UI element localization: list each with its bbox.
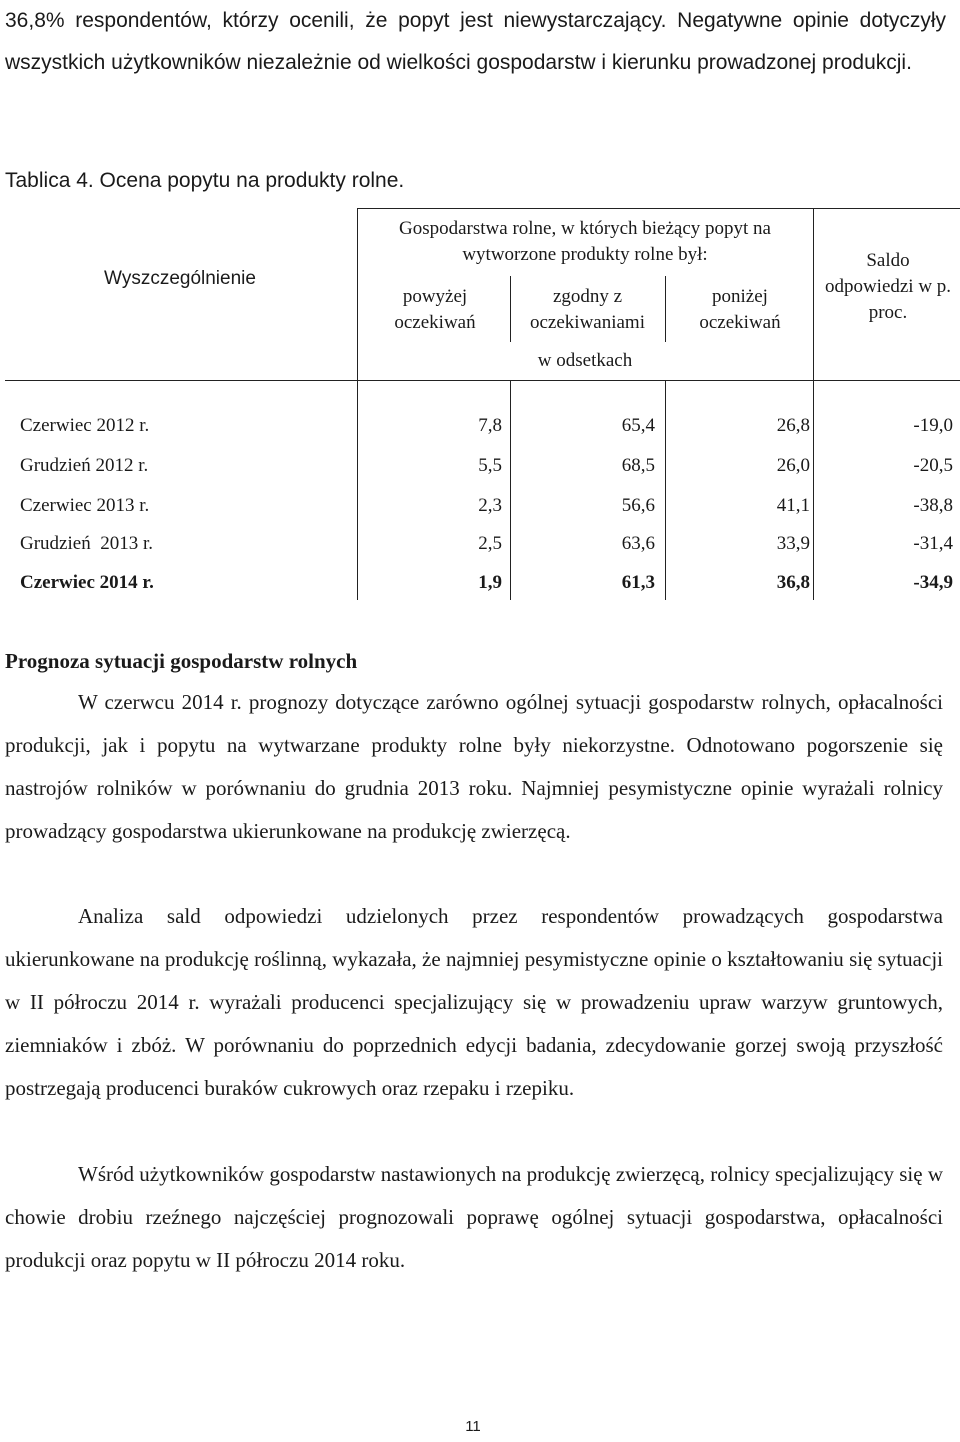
table-row xyxy=(20,563,955,603)
cell-matching: 68,5 xyxy=(621,455,655,476)
table-divider-col2 xyxy=(665,276,666,342)
table-divider-col1 xyxy=(510,276,511,342)
cell-balance: -34,9 xyxy=(913,572,953,593)
cell-matching: 61,3 xyxy=(621,572,655,593)
header-unit: w odsetkach xyxy=(537,350,633,371)
page-number: 11 xyxy=(465,1418,481,1435)
table-row xyxy=(20,486,955,526)
cell-above: 1,9 xyxy=(478,572,502,593)
body-paragraph: W czerwcu 2014 r. prognozy dotyczące zarówno ogólnej sytuacji gospodarstw rolnych, opłacalności produkcji, jak i popytu na wytwarzane produkty rolne były niekorzystne. Odnotowano pogorszenie się nastrojów rolników w porównaniu do grudnia 2013 roku. Najmniej pesymistyczne opinie wyrażali rolnicy prowadzący gospodarstwa ukierunkowane na produkcję zwierzęcą. xyxy=(5,690,943,843)
section-heading: Prognoza sytuacji gospodarstw rolnych xyxy=(5,649,358,673)
row-label: Czerwiec 2014 r. xyxy=(20,572,154,593)
cell-below: 26,0 xyxy=(776,455,810,476)
table-row xyxy=(20,446,955,486)
table-row xyxy=(20,524,955,564)
cell-balance: -38,8 xyxy=(913,495,953,516)
cell-below: 33,9 xyxy=(776,533,810,554)
row-label: Grudzień 2012 r. xyxy=(20,455,149,476)
table-header-bottom-border xyxy=(5,380,960,381)
table-title: Tablica 4. Ocena popytu na produkty rolne. xyxy=(5,169,405,192)
cell-matching: 56,6 xyxy=(621,495,655,516)
cell-balance: -19,0 xyxy=(913,415,953,436)
cell-above: 2,5 xyxy=(478,533,502,554)
row-label: Czerwiec 2013 r. xyxy=(20,495,150,516)
row-label: Czerwiec 2012 r. xyxy=(20,415,150,436)
cell-below: 41,1 xyxy=(776,495,810,516)
cell-below: 36,8 xyxy=(776,572,810,593)
header-col-above: powyżej oczekiwań xyxy=(394,286,476,333)
cell-balance: -20,5 xyxy=(913,455,953,476)
body-paragraph: Wśród użytkowników gospodarstw nastawionych na produkcję zwierzęcą, rolnicy specjalizujący się w chowie drobiu rzeźnego najczęściej prognozowali poprawę ogólnej sytuacji gospodarstwa, opłacalności produkcji oraz popytu w II półroczu 2014 roku. xyxy=(5,1162,943,1272)
cell-matching: 63,6 xyxy=(621,533,655,554)
header-group-label: Gospodarstwa rolne, w których bieżący popyt na wytworzone produkty rolne był: xyxy=(399,218,771,265)
cell-above: 7,8 xyxy=(478,415,502,436)
header-col-below: poniżej oczekiwań xyxy=(699,286,781,333)
cell-matching: 65,4 xyxy=(621,415,655,436)
body-paragraph: Analiza sald odpowiedzi udzielonych przez respondentów prowadzących gospodarstwa ukierunkowane na produkcję roślinną, wykazała, że najmniej pesymistyczne opinie o kształtowaniu się sytuacji w II półroczu 2014 r. wyrażali producenci specjalizujący się w prowadzeniu upraw warzyw gruntowych, ziemniaków i zbóż. W porównaniu do poprzednich edycji badania, zdecydowanie gorzej swoją przyszłość postrzegają producenci buraków cukrowych oraz rzepaku i rzepiku. xyxy=(5,904,943,1100)
cell-above: 2,3 xyxy=(478,495,502,516)
cell-below: 26,8 xyxy=(776,415,810,436)
table-top-border xyxy=(357,208,960,209)
header-col-matching: zgodny z oczekiwaniami xyxy=(529,286,645,333)
row-label: Grudzień 2013 r. xyxy=(20,533,153,554)
cell-balance: -31,4 xyxy=(913,533,953,554)
cell-above: 5,5 xyxy=(478,455,502,476)
header-col-balance: Saldo odpowiedzi w p. proc. xyxy=(824,250,952,323)
table-row xyxy=(20,406,955,446)
intro-paragraph: 36,8% respondentów, którzy ocenili, że popyt jest niewystarczający. Negatywne opinie dotyczyły wszystkich użytkowników niezależnie od wielkości gospodarstw i kierunku prowadzonej produkcji. xyxy=(5,9,946,74)
header-row-label: Wyszczególnienie xyxy=(104,268,256,289)
